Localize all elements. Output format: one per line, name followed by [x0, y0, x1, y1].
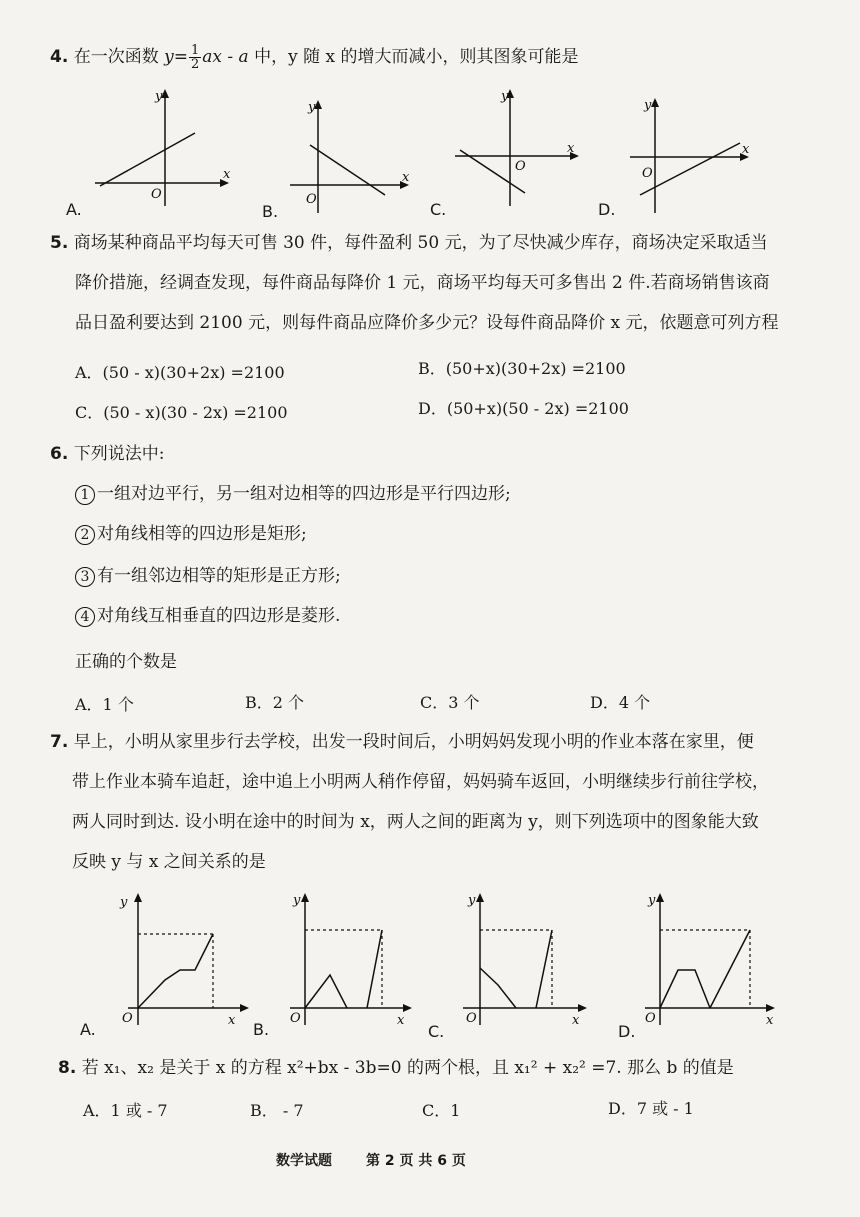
question-number: 8. [58, 1058, 77, 1078]
q4-option-c: C. [430, 200, 447, 219]
axis-y-label: y [468, 893, 476, 908]
q6-option-c: C．3 个 [420, 693, 480, 712]
q7-line-3: 两人同时到达. 设小明在途中的时间为 x，两人之间的距离为 y，则下列选项中的图象能大致 [72, 812, 759, 832]
q5-option-c: C．(50 - x)(30 - 2x) =2100 [75, 403, 288, 422]
q8-option-a: A．1 或 - 7 [83, 1101, 168, 1120]
origin-label: O [290, 1011, 301, 1026]
q7-graph-b [285, 890, 425, 1030]
q8-stem [58, 1058, 734, 1078]
q6-option-a: A．1 个 [75, 695, 134, 714]
q7-option-d: D. [618, 1022, 636, 1041]
q6-item-text: 一组对边平行，另一组对边相等的四边形是平行四边形; [97, 484, 511, 504]
q7-graph-c [458, 890, 598, 1030]
q7-line-4: 反映 y 与 x 之间关系的是 [72, 852, 266, 872]
axis-y-label: y [120, 895, 128, 910]
footer-subject: 数学试题 [276, 1153, 332, 1169]
q6-item-1 [75, 484, 511, 505]
q6-item-4 [75, 606, 340, 627]
q6-item-3 [75, 566, 341, 587]
axis-x-label: x [742, 142, 750, 157]
q8-option-c: C．1 [422, 1101, 461, 1120]
q4-text-after: 中，y 随 x 的增大而减小，则其图象可能是 [254, 47, 579, 67]
q4-func-rhs: ax - a [202, 47, 249, 67]
q4-graph-b [290, 95, 420, 215]
axis-x-label: x [766, 1013, 774, 1028]
q6-item-text: 对角线互相垂直的四边形是菱形. [97, 606, 341, 626]
q4-option-b: B. [262, 202, 279, 221]
q7-graph-a [110, 890, 250, 1030]
q7-option-c: C. [428, 1022, 445, 1041]
q4-graph-c [455, 88, 595, 208]
q6-item-2 [75, 524, 307, 545]
circled-number: 3 [75, 567, 95, 587]
q7-option-b: B. [253, 1020, 270, 1039]
q5-option-a: A．(50 - x)(30+2x) =2100 [75, 363, 285, 382]
q7-line-1 [50, 732, 754, 752]
q4-option-d: D. [598, 200, 616, 219]
circled-number: 1 [75, 485, 95, 505]
origin-label: O [151, 187, 162, 202]
q5-line-2: 降价措施，经调查发现，每件商品每降价 1 元，商场平均每天可多售出 2 件.若商场销售该商 [75, 273, 770, 293]
footer-page-number: 第 2 页 共 6 页 [366, 1153, 466, 1169]
q5-line-3: 品日盈利要达到 2100 元，则每件商品应降价多少元？设每件商品降价 x 元，依题意可列方程 [75, 313, 779, 333]
question-number: 6. [50, 444, 69, 464]
q4-graph-a [95, 88, 235, 208]
origin-label: O [466, 1011, 477, 1026]
origin-label: O [645, 1011, 656, 1026]
q7-option-a: A. [80, 1020, 96, 1039]
axis-x-label: x [572, 1013, 580, 1028]
q4-func-lhs: y= [164, 47, 188, 67]
axis-x-label: x [223, 167, 231, 182]
q6-item-text: 对角线相等的四边形是矩形; [97, 524, 307, 544]
axis-y-label: y [293, 893, 301, 908]
q8-option-d: D．7 或 - 1 [608, 1099, 694, 1118]
origin-label: O [306, 192, 317, 207]
axis-y-label: y [308, 100, 316, 115]
axis-y-label: y [501, 89, 509, 104]
q6-option-b: B．2 个 [245, 693, 305, 712]
q6-intro-text: 下列说法中: [73, 444, 165, 464]
axis-x-label: x [567, 141, 575, 156]
circled-number: 2 [75, 525, 95, 545]
question-number: 5. [50, 233, 69, 253]
q7-text: 早上，小明从家里步行去学校，出发一段时间后，小明妈妈发现小明的作业本落在家里，便 [73, 732, 754, 752]
q8-text: 若 x₁、x₂ 是关于 x 的方程 x²+bx - 3b=0 的两个根，且 x₁² + x₂² =7. 那么 b 的值是 [81, 1058, 734, 1078]
origin-label: O [515, 159, 526, 174]
q5-text: 商场某种商品平均每天可售 30 件，每件盈利 50 元，为了尽快减少库存，商场决定采取适当 [73, 233, 768, 253]
q7-line-2: 带上作业本骑车追赶，途中追上小明两人稍作停留，妈妈骑车返回，小明继续步行前往学校， [72, 772, 769, 792]
origin-label: O [642, 166, 653, 181]
q4-graph-d [630, 95, 770, 215]
q6-option-d: D．4 个 [590, 693, 651, 712]
q4-text-before: 在一次函数 [73, 47, 159, 67]
q6-item-text: 有一组邻边相等的矩形是正方形; [97, 566, 341, 586]
q5-option-d: D．(50+x)(50 - 2x) =2100 [418, 399, 629, 418]
frac-denominator: 2 [190, 57, 200, 72]
axis-x-label: x [402, 170, 410, 185]
axis-y-label: y [644, 98, 652, 113]
origin-label: O [122, 1011, 133, 1026]
q4-fraction [189, 44, 201, 71]
axis-y-label: y [648, 893, 656, 908]
q4-option-a: A. [66, 200, 82, 219]
axis-y-label: y [155, 89, 163, 104]
q5-option-b: B．(50+x)(30+2x) =2100 [418, 359, 626, 378]
q5-line-1 [50, 233, 768, 253]
circled-number: 4 [75, 607, 95, 627]
axis-x-label: x [228, 1013, 236, 1028]
axis-x-label: x [397, 1013, 405, 1028]
q7-graph-d [640, 890, 780, 1030]
frac-numerator: 1 [190, 43, 200, 58]
q8-option-b: B． - 7 [250, 1101, 304, 1120]
question-number: 7. [50, 732, 69, 752]
q6-intro [50, 444, 164, 464]
question-number: 4. [50, 47, 69, 67]
q4-stem [50, 44, 578, 71]
q6-question: 正确的个数是 [75, 652, 177, 672]
